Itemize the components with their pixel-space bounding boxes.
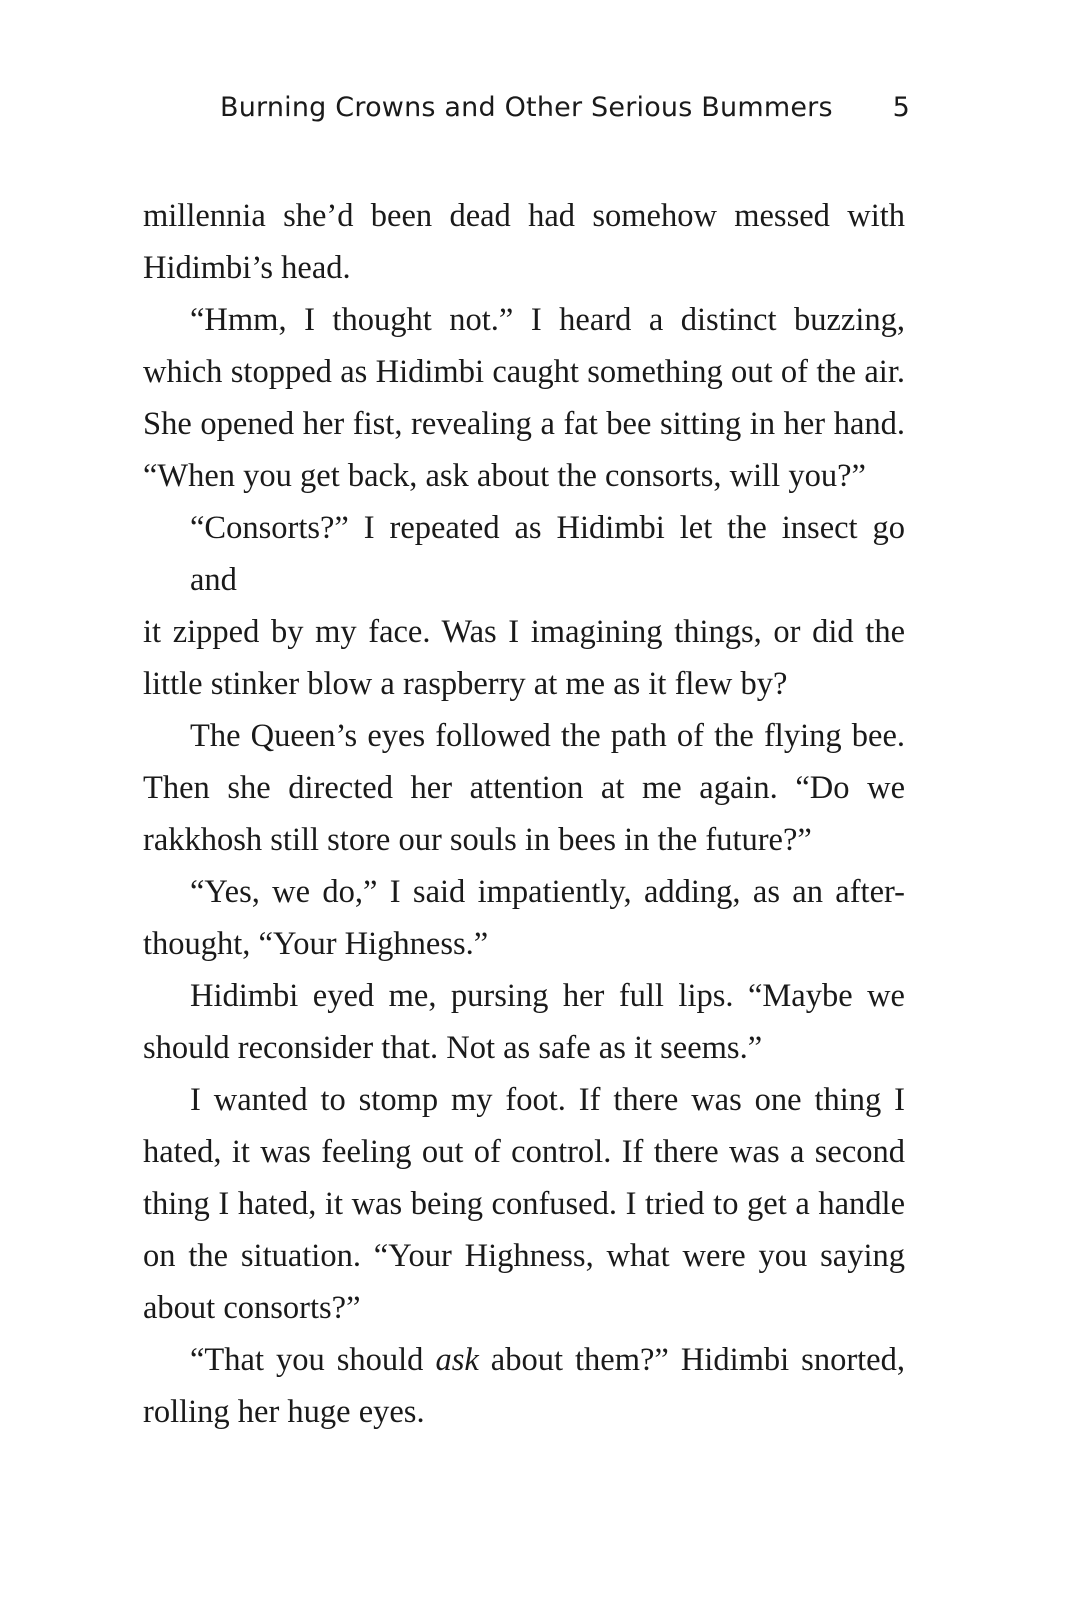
body-text	[143, 190, 905, 1438]
italic-emphasis: ask	[435, 1342, 479, 1378]
text-run: about them?” Hidimbi snorted,	[478, 1342, 905, 1378]
text-line: “Hmm, I thought not.” I heard a distinct buzzing,	[190, 302, 905, 338]
running-head	[220, 92, 910, 123]
text-line: I wanted to stomp my foot. If there was one thing I	[190, 1082, 905, 1118]
text-line: “Yes, we do,” I said impatiently, adding, as an after-	[190, 874, 905, 910]
text-line: “When you get back, ask about the consorts, will you?”	[143, 458, 866, 494]
text-line: hated, it was feeling out of control. If there was a second	[143, 1134, 905, 1170]
paragraph	[143, 1074, 905, 1334]
text-line: it zipped by my face. Was I imagining things, or did the	[143, 614, 905, 650]
paragraph	[143, 710, 905, 866]
text-line: rolling her huge eyes.	[143, 1394, 425, 1430]
paragraph	[143, 502, 905, 710]
text-line: thought, “Your Highness.”	[143, 926, 489, 962]
text-line: thing I hated, it was being confused. I tried to get a handle	[143, 1186, 905, 1222]
text-line: Hidimbi’s head.	[143, 250, 351, 286]
text-line	[143, 1334, 905, 1386]
text-line: rakkhosh still store our souls in bees in the future?”	[143, 822, 812, 858]
text-run: “That you should	[190, 1342, 436, 1378]
text-line: The Queen’s eyes followed the path of the flying bee.	[190, 718, 905, 754]
text-line: should reconsider that. Not as safe as it seems.”	[143, 1030, 763, 1066]
text-line: Hidimbi eyed me, pursing her full lips. “Maybe we	[190, 978, 905, 1014]
text-line: little stinker blow a raspberry at me as it flew by?	[143, 666, 788, 702]
running-title: Burning Crowns and Other Serious Bummers	[220, 92, 833, 123]
paragraph	[143, 866, 905, 970]
text-line: She opened her fist, revealing a fat bee sitting in her hand.	[143, 406, 905, 442]
text-line: on the situation. “Your Highness, what were you saying	[143, 1238, 905, 1274]
paragraph	[143, 970, 905, 1074]
text-line: about consorts?”	[143, 1290, 361, 1326]
page-number: 5	[892, 92, 910, 123]
text-line: “Consorts?” I repeated as Hidimbi let the insect go and	[190, 510, 905, 598]
text-line: which stopped as Hidimbi caught something out of the air.	[143, 354, 905, 390]
text-line: Then she directed her attention at me again. “Do we	[143, 770, 905, 806]
paragraph	[143, 1334, 905, 1438]
paragraph	[143, 294, 905, 502]
paragraph	[143, 190, 905, 294]
text-line: millennia she’d been dead had somehow messed with	[143, 198, 905, 234]
